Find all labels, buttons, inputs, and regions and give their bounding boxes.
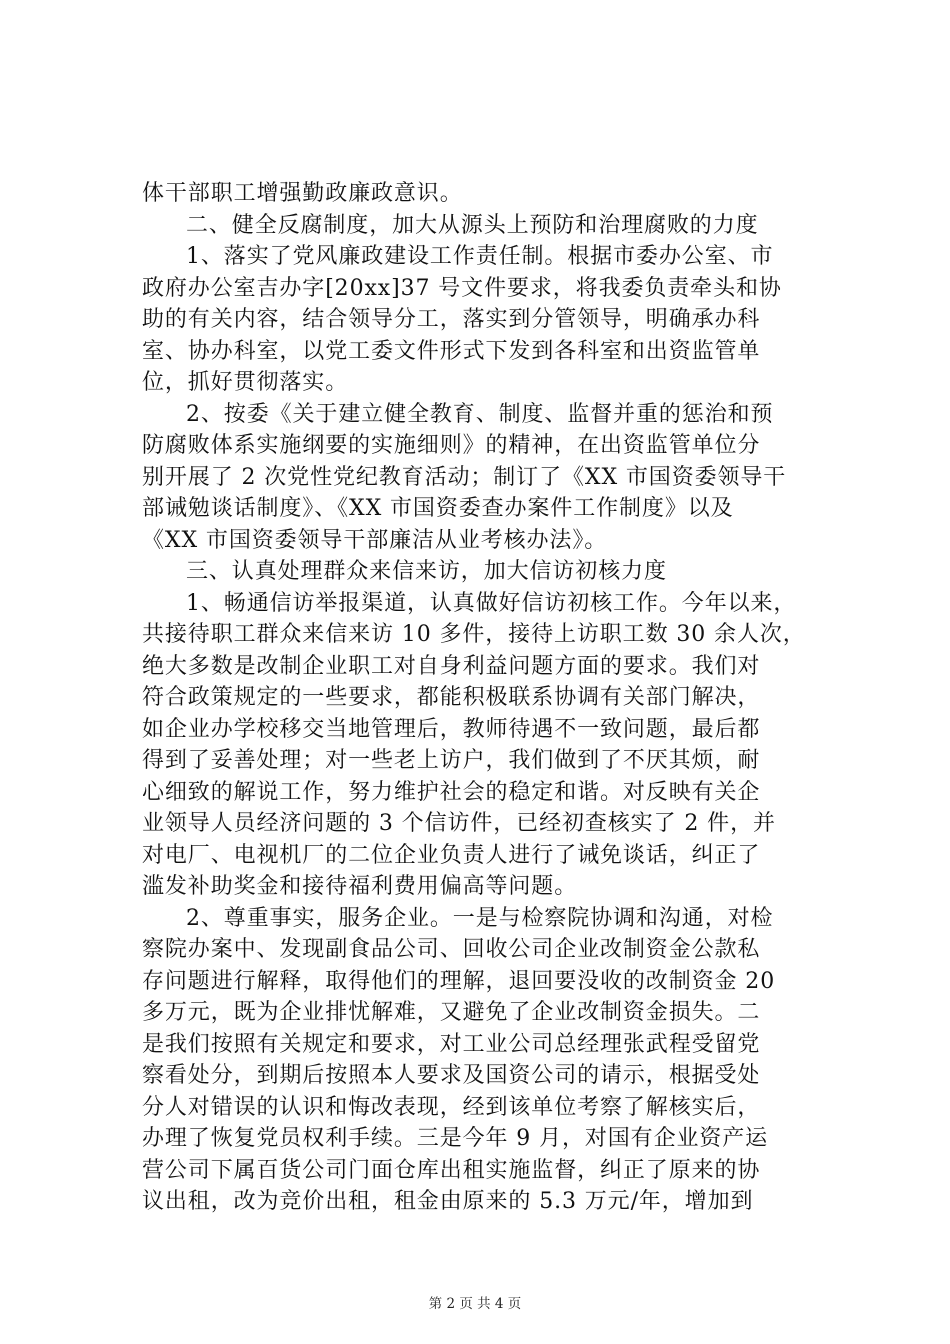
- text-line: 政府办公室吉办字[20xx]37 号文件要求，将我委负责牵头和协: [142, 275, 782, 301]
- text-line: 得到了妥善处理；对一些老上访户，我们做到了不厌其烦，耐: [142, 748, 761, 773]
- text-line: 符合政策规定的一些要求，都能积极联系协调有关部门解决，: [142, 685, 761, 710]
- text-line: 存问题进行解释，取得他们的理解，退回要没收的改制资金 20: [142, 968, 776, 994]
- text-line: 如企业办学校移交当地管理后，教师待遇不一致问题，最后都: [142, 716, 761, 742]
- document-body: [142, 178, 822, 1218]
- text-line: 室、协办科室，以党工委文件形式下发到各科室和出资监管单: [142, 338, 761, 364]
- text-line: 对电厂、电视机厂的二位企业负责人进行了诫免谈话，纠正了: [142, 842, 761, 868]
- text-line: 分人对错误的认识和悔改表现，经到该单位考察了解核实后，: [142, 1094, 761, 1120]
- page-footer: 第 2 页 共 4 页: [428, 1296, 522, 1312]
- text-line: 《XX 市国资委领导干部廉洁从业考核办法》。: [142, 527, 608, 553]
- text-line: 1、落实了党风廉政建设工作责任制。根据市委办公室、市: [186, 244, 774, 269]
- text-line: 办理了恢复党员权利手续。三是今年 9 月，对国有企业资产运: [142, 1126, 769, 1151]
- text-line: 滥发补助奖金和接待福利费用偏高等问题。: [142, 874, 578, 899]
- text-line: 是我们按照有关规定和要求，对工业公司总经理张武程受留党: [142, 1031, 761, 1057]
- text-line: 议出租，改为竞价出租，租金由原来的 5.3 万元/年，增加到: [142, 1189, 754, 1214]
- text-line: 心细致的解说工作，努力维护社会的稳定和谐。对反映有关企: [142, 779, 761, 805]
- text-line: 多万元，既为企业排忧解难，又避免了企业改制资金损失。二: [142, 1000, 761, 1025]
- text-line: 体干部职工增强勤政廉政意识。: [142, 181, 463, 206]
- text-line: 1、畅通信访举报渠道，认真做好信访初核工作。今年以来，: [186, 590, 797, 616]
- text-line: 营公司下属百货公司门面仓库出租实施监督，纠正了原来的协: [142, 1157, 761, 1183]
- text-line: 业领导人员经济问题的 3 个信访件，已经初查核实了 2 件，并: [142, 811, 776, 836]
- text-line: 2、按委《关于建立健全教育、制度、监督并重的惩治和预: [186, 401, 774, 427]
- text-line: 三、认真处理群众来信来访，加大信访初核力度: [186, 559, 667, 584]
- text-line: 察院办案中、发现副食品公司、回收公司企业改制资金公款私: [142, 937, 761, 962]
- text-line: 助的有关内容，结合领导分工，落实到分管领导，明确承办科: [142, 307, 761, 332]
- text-line: 部诫勉谈话制度》、《XX 市国资委查办案件工作制度》以及: [142, 496, 734, 521]
- text-line: 别开展了 2 次党性党纪教育活动；制订了《XX 市国资委领导干: [142, 464, 787, 490]
- text-line: 防腐败体系实施纲要的实施细则》的精神，在出资监管单位分: [142, 433, 761, 458]
- text-line: 二、健全反腐制度，加大从源头上预防和治理腐败的力度: [186, 212, 759, 238]
- text-line: 察看处分，到期后按照本人要求及国资公司的请示，根据受处: [142, 1063, 761, 1088]
- text-line: 位，抓好贯彻落实。: [142, 370, 349, 395]
- text-line: 绝大多数是改制企业职工对自身利益问题方面的要求。我们对: [142, 653, 761, 679]
- text-line: 共接待职工群众来信来访 10 多件，接待上访职工数 30 余人次，: [142, 622, 806, 647]
- text-line: 2、尊重事实，服务企业。一是与检察院协调和沟通，对检: [186, 905, 774, 931]
